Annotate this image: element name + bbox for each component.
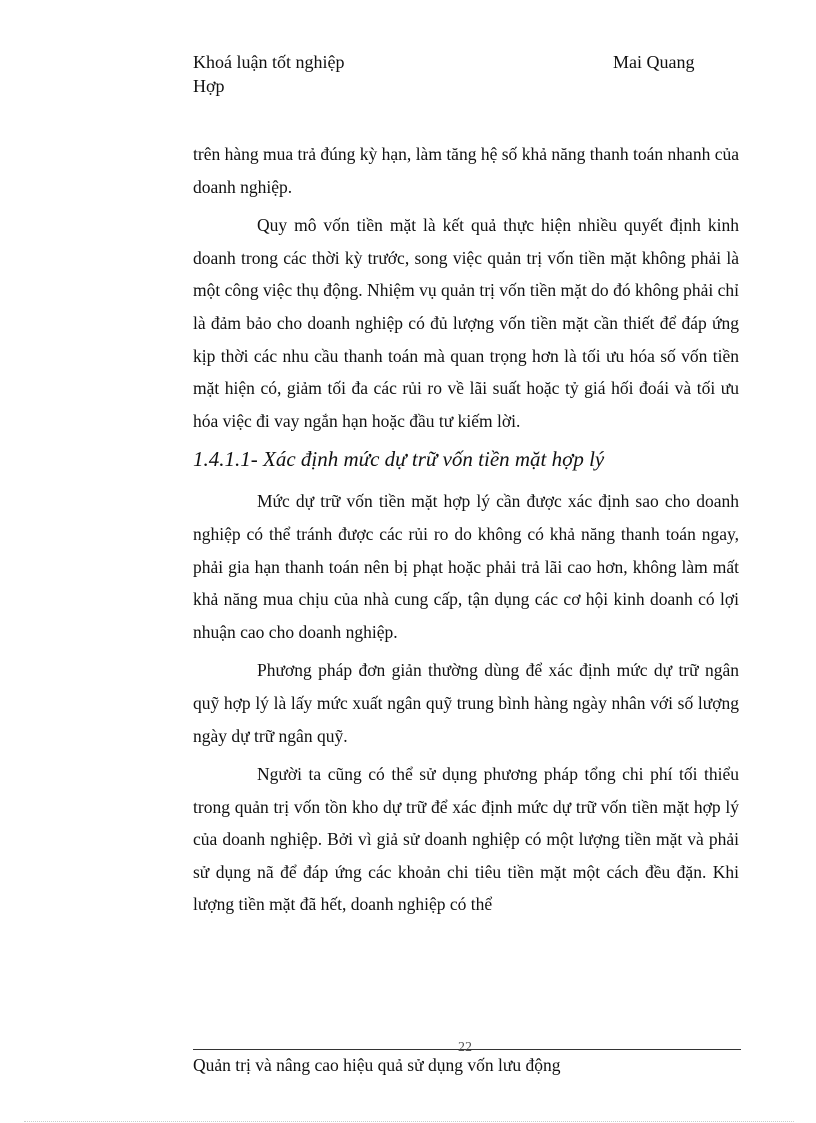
paragraph: Phương pháp đơn giản thường dùng để xác định mức dự trữ ngân quỹ hợp lý là lấy mức xuất ngân quỹ trung bình hàng ngày nhân với số lượng ngày dự trữ ngân quỹ. (193, 660, 739, 746)
author-name-continued: Hợp (193, 76, 225, 96)
paragraph: trên hàng mua trả đúng kỳ hạn, làm tăng hệ số khả năng thanh toán nhanh của doanh nghiệp. (193, 144, 739, 197)
paragraph: Quy mô vốn tiền mặt là kết quả thực hiện nhiều quyết định kinh doanh trong các thời kỳ trước, song việc quản trị vốn tiền mặt không phải là một công việc thụ động. Nhiệm vụ quản trị vốn tiền mặt do đó không phải chỉ là đảm bảo cho doanh nghiệp có đủ lượng vốn tiền mặt cần thiết để đáp ứng kịp thời các nhu cầu thanh toán mà quan trọng hơn là tối ưu hóa số vốn tiền mặt hiện có, giảm tối đa các rủi ro về lãi suất hoặc tỷ giá hối đoái và tối ưu hóa việc đi vay ngắn hạn hoặc đầu tư kiếm lời. (193, 215, 739, 431)
paragraph: Người ta cũng có thể sử dụng phương pháp tổng chi phí tối thiểu trong quản trị vốn tồn kho dự trữ để xác định mức dự trữ vốn tiền mặt hợp lý của doanh nghiệp. Bởi vì giả sử doanh nghiệp có một lượng tiền mặt và phải sử dụng nã để đáp ứng các khoản chi tiêu tiền mặt một cách đều đặn. Khi lượng tiền mặt đã hết, doanh nghiệp có thể (193, 764, 739, 915)
thesis-label: Khoá luận tốt nghiệp (193, 52, 345, 72)
paragraph: Mức dự trữ vốn tiền mặt hợp lý cần được xác định sao cho doanh nghiệp có thể tránh được các rủi ro do không có khả năng thanh toán ngay, phải gia hạn thanh toán nên bị phạt hoặc phải trả lãi cao hơn, không làm mất khả năng mua chịu của nhà cung cấp, tận dụng các cơ hội kinh doanh có lợi nhuận cao cho doanh nghiệp. (193, 491, 739, 642)
section-heading: 1.4.1.1- Xác định mức dự trữ vốn tiền mặt hợp lý (193, 447, 605, 472)
document-body (193, 138, 739, 927)
page-edge (24, 1121, 794, 1122)
author-name: Mai Quang (613, 52, 695, 72)
page-number: 22 (458, 1040, 472, 1055)
footer-title: Quản trị và nâng cao hiệu quả sử dụng vốn lưu động (193, 1055, 561, 1075)
